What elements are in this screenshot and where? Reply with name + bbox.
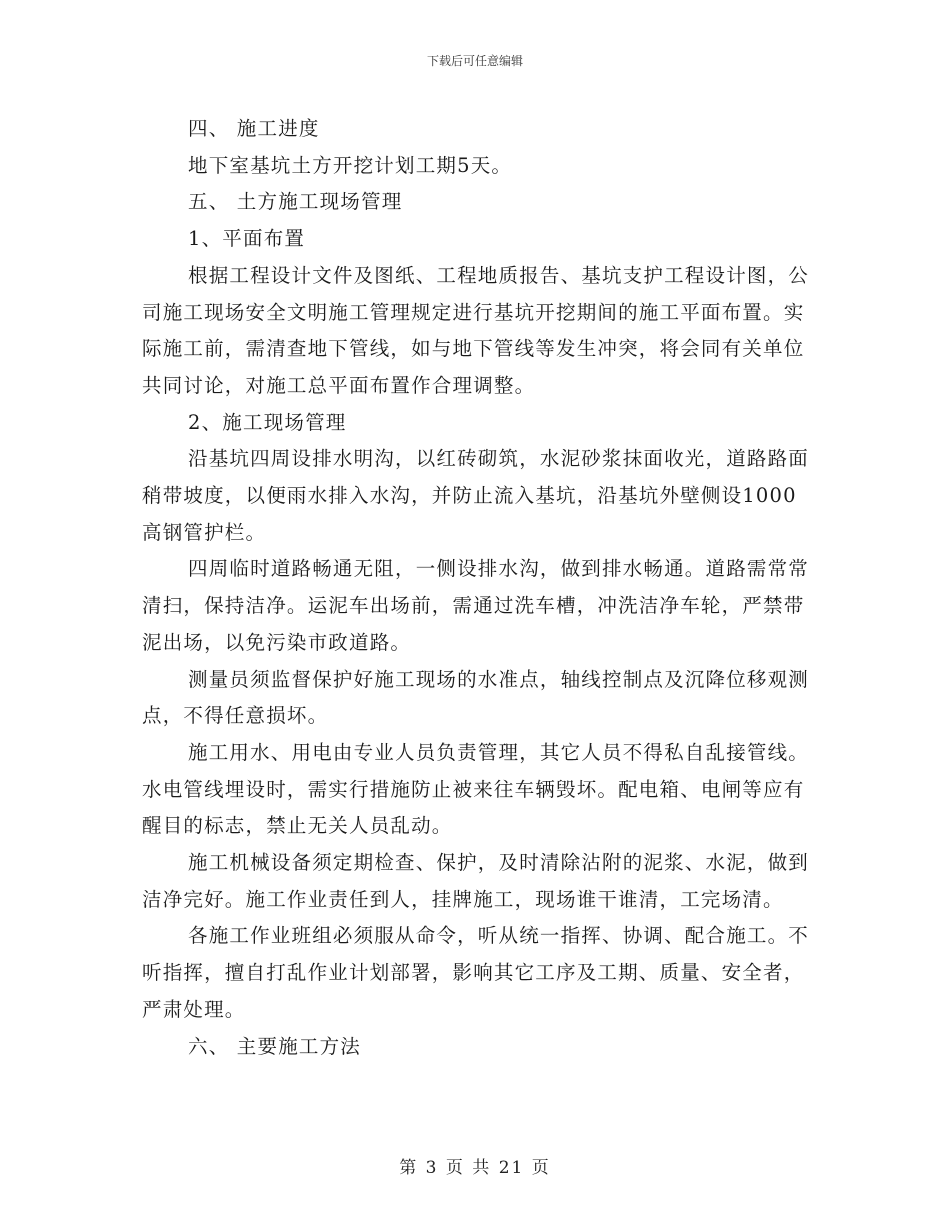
subheading-layout: 1、平面布置 — [188, 227, 306, 251]
page-number-footer: 第 3 页 共 21 页 — [399, 1158, 551, 1178]
paragraph: 施工用水、用电由专业人员负责管理，其它人员不得私自乱接管线。水电管线埋设时，需实行措施防止被来往车辆毁坏。配电箱、电闸等应有醒目的标志，禁止无关人员乱动。 — [142, 740, 810, 838]
paragraph: 根据工程设计文件及图纸、工程地质报告、基坑支护工程设计图，公司施工现场安全文明施工管理规定进行基坑开挖期间的施工平面布置。实际施工前，需清查地下管线，如与地下管线等发生冲突，将会同有关单位共同讨论，对施工总平面布置作合理调整。 — [142, 263, 810, 397]
section-heading-methods: 六、 主要施工方法 — [188, 1034, 361, 1058]
section-heading-site-management: 五、 土方施工现场管理 — [188, 190, 403, 214]
section-heading-schedule: 四、 施工进度 — [188, 117, 320, 140]
paragraph: 施工机械设备须定期检查、保护，及时清除沾附的泥浆、水泥，做到洁净完好。施工作业责任到人，挂牌施工，现场谁干谁清，工完场清。 — [142, 851, 810, 911]
paragraph: 测量员须监督保护好施工现场的水准点，轴线控制点及沉降位移观测点，不得任意损坏。 — [142, 667, 810, 728]
document-body — [142, 111, 812, 1065]
paragraph: 沿基坑四周设排水明沟，以红砖砌筑，水泥砂浆抹面收光，道路路面稍带坡度，以便雨水排入水沟，并防止流入基坑，沿基坑外壁侧设1000高钢管护栏。 — [142, 447, 810, 544]
paragraph: 各施工作业班组必须服从命令，听从统一指挥、协调、配合施工。不听指挥，擅自打乱作业计划部署，影响其它工序及工期、质量、安全者，严肃处理。 — [142, 924, 810, 1021]
paragraph: 地下室基坑土方开挖计划工期5天。 — [188, 153, 513, 177]
subheading-site-management: 2、施工现场管理 — [188, 410, 347, 434]
paragraph: 四周临时道路畅通无阻，一侧设排水沟，做到排水畅通。道路需常常清扫，保持洁净。运泥车出场前，需通过洗车槽，冲洗洁净车轮，严禁带泥出场，以免污染市政道路。 — [142, 557, 810, 654]
page-header: 下载后可任意编辑 — [426, 54, 523, 68]
